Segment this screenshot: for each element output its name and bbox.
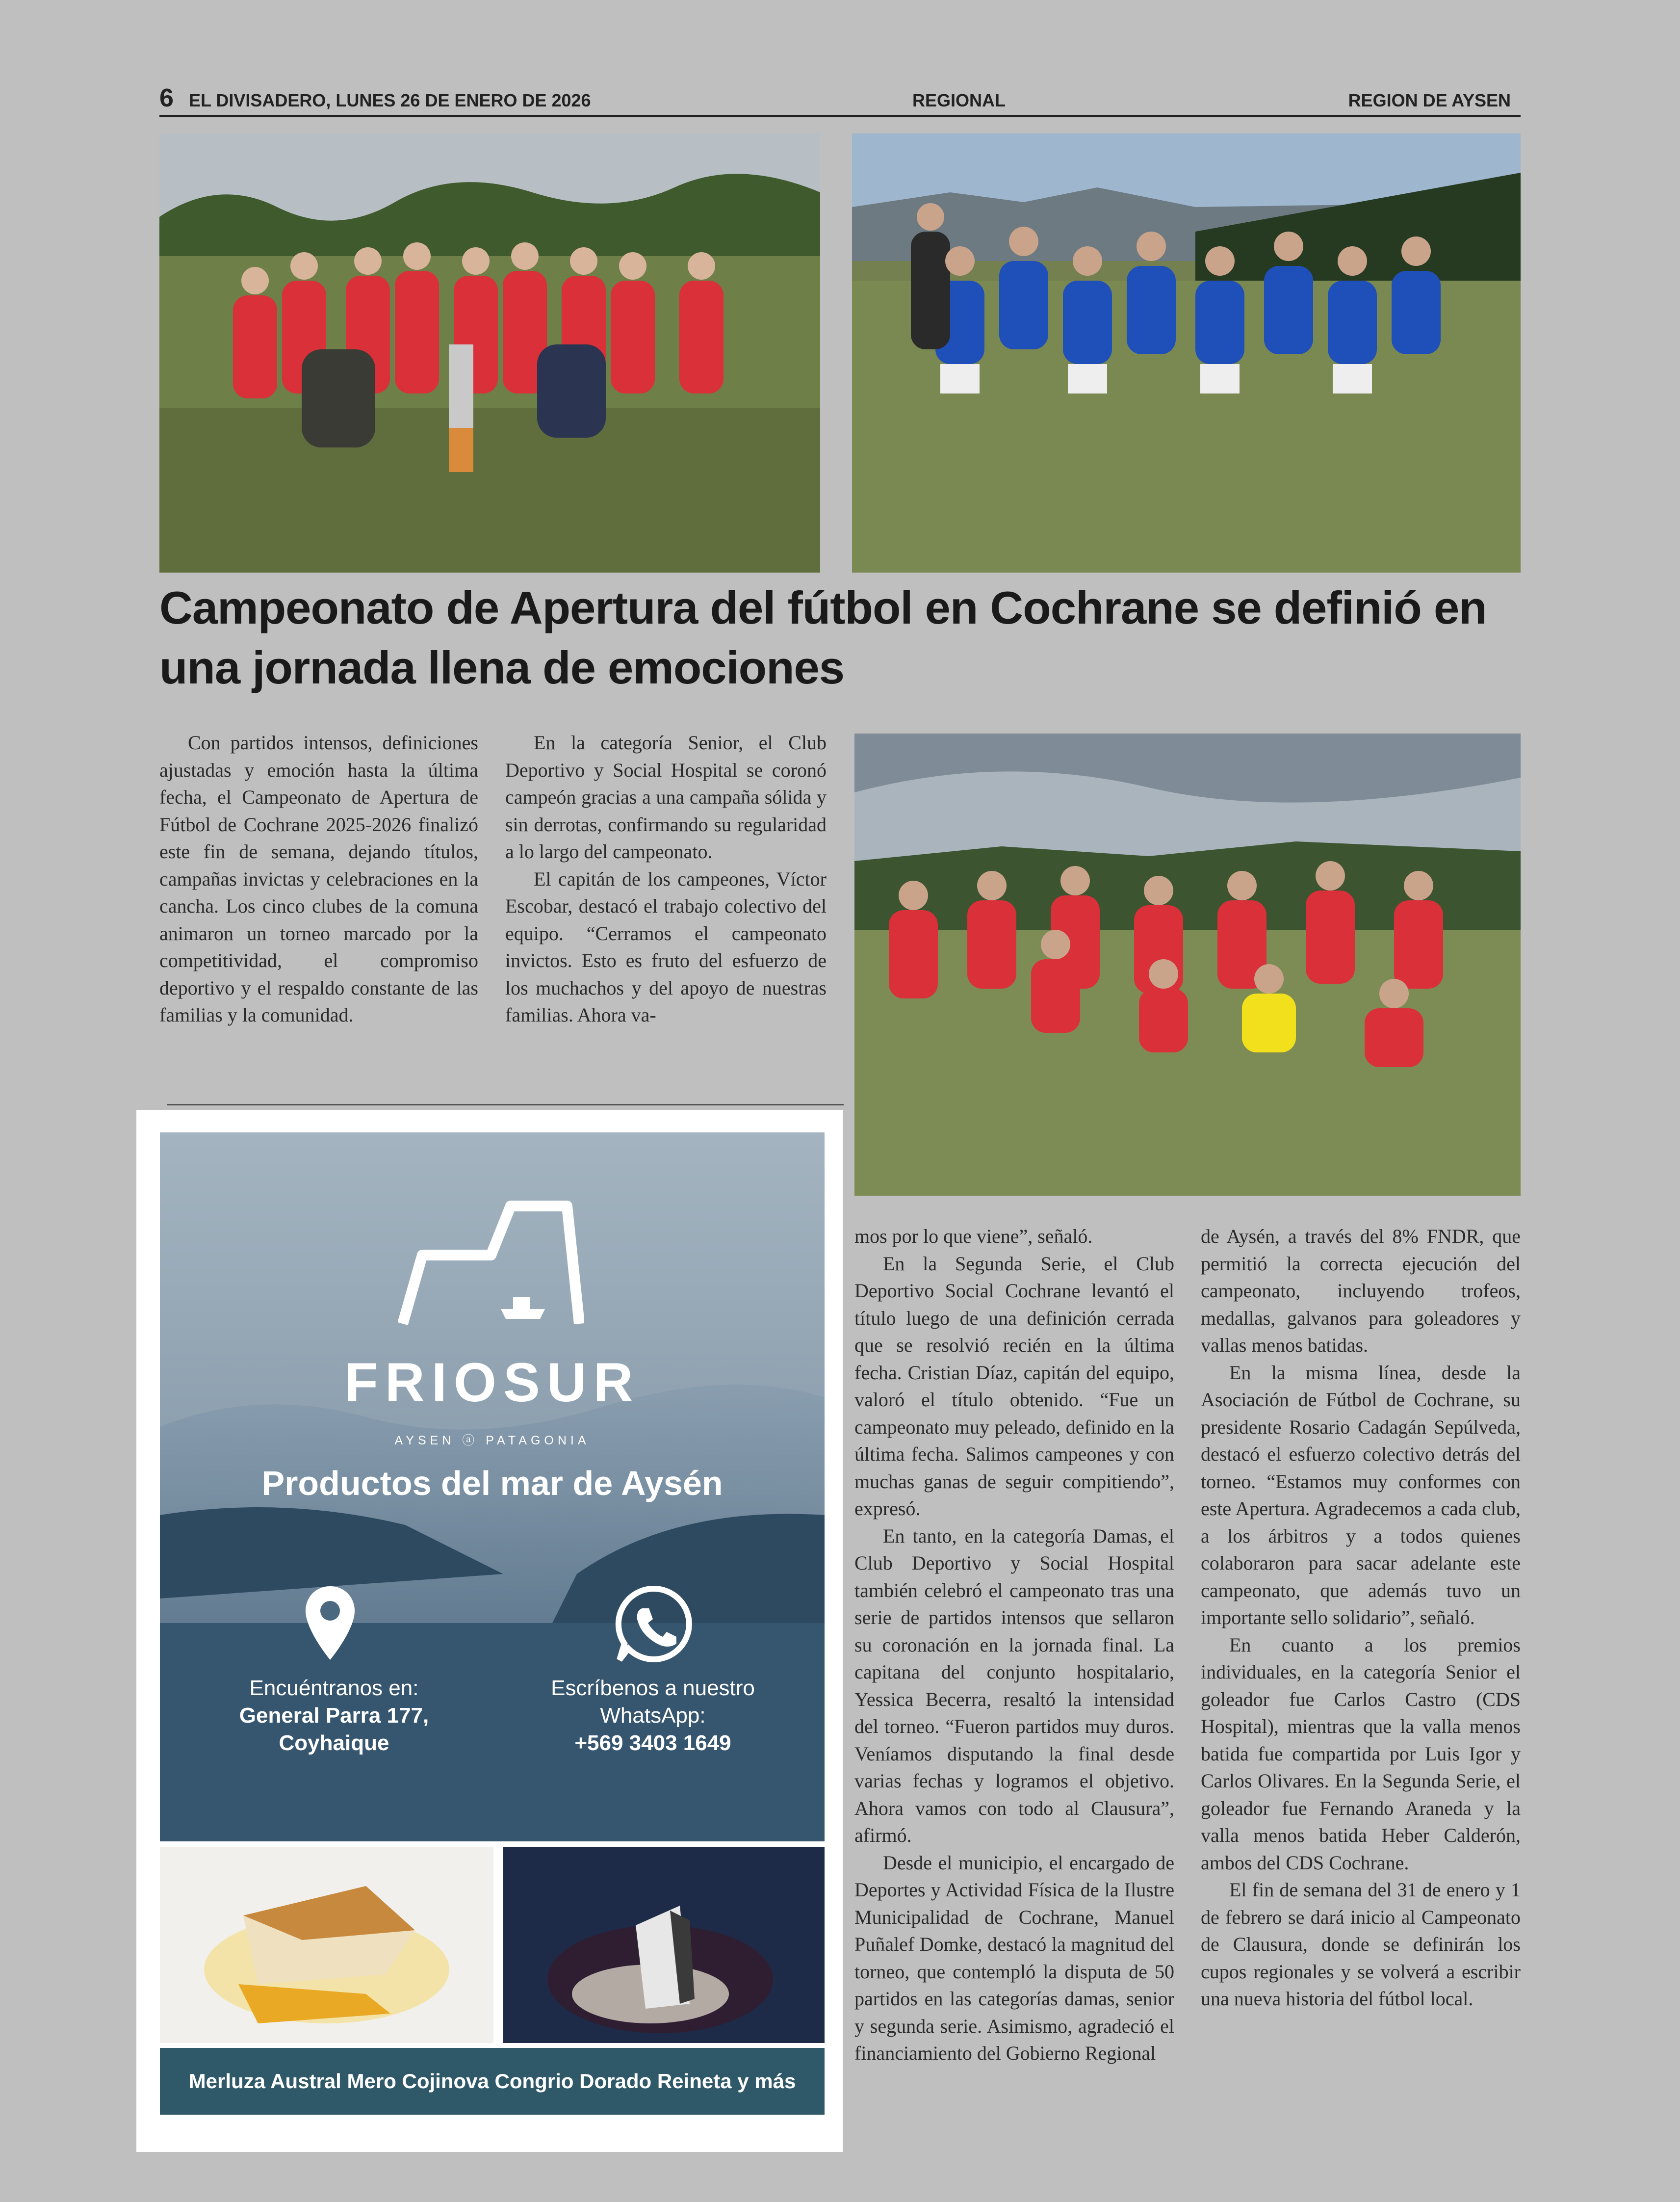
friosur-logo-icon <box>398 1196 584 1329</box>
photo-senior-team <box>854 734 1521 1196</box>
page-number: 6 <box>159 84 174 112</box>
article-paragraph: El capitán de los campeones, Víctor Escobar, destacó el trabajo colectivo del equipo. “Cerramos el campeonato invictos. Esto es fruto del esfuerzo de los muchachos y del apoyo de nuestras familias. Ahora va- <box>505 867 827 1026</box>
ad-location-address-line-2: Coyhaique <box>279 1731 389 1755</box>
article-column-2 <box>505 729 827 1029</box>
ad-whatsapp-number: +569 3403 1649 <box>574 1731 731 1755</box>
friosur-advertisement <box>136 1110 843 2152</box>
ad-whatsapp-label-2: WhatsApp: <box>600 1704 706 1728</box>
ad-hero <box>160 1132 825 1841</box>
page-header <box>159 84 1521 117</box>
column-divider <box>167 1104 844 1105</box>
ad-brand-name: FRIOSUR <box>344 1352 640 1413</box>
ad-sub-brand: AYSEN ⓐ PATAGONIA <box>394 1434 590 1447</box>
article-paragraph: El fin de semana del 31 de enero y 1 de febrero se dará inicio al Campeonato de Clausura, donde se definirán los cupos regionales y se volverá a escribir una nueva historia del fútbol local. <box>1201 1879 1521 2010</box>
article-paragraph: En cuanto a los premios individuales, en la categoría Senior el goleador fue Carlos Castro (CDS Hospital), mientras que la valla menos batida fue compartida por Luis Igor y Carlos Olivares. En la Segunda Serie, el goleador fue Fernando Araneda y la valla menos batida Heber Calderón, ambos del CDS Cochrane. <box>1201 1633 1521 1874</box>
ad-location-label: Encuéntranos en: <box>249 1676 419 1700</box>
article-column-4 <box>1201 1223 1521 2013</box>
article-paragraph: En tanto, en la categoría Damas, el Club Deportivo y Social Hospital también celebró el campeonato tras una serie de partidos intensos que sellaron su coronación en la jornada final. La capitana del conjunto hospitalario, Yessica Becerra, resaltó la intensidad del torneo. “Fueron partidos muy duros. Veníamos disputando la final desde varias fechas y logramos el objetivo. Ahora vamos con todo al Clausura”, afirmó. <box>854 1524 1174 1846</box>
ad-food-photos <box>160 1847 825 2043</box>
article-paragraph: Con partidos intensos, definiciones ajustadas y emoción hasta la última fecha, el Campeonato de Apertura de Fútbol de Cochrane 2025-2026 finalizó este fin de semana, dejando títulos, campañas invictas y celebraciones en la cancha. Los cinco clubes de la comuna animaron un torneo marcado por la competitividad, el compromiso deportivo y el respaldo constante de las familias y la comunidad. <box>159 732 478 1026</box>
article-paragraph: En la misma línea, desde la Asociación de Fútbol de Cochrane, su presidente Rosario Cadagán Sepúlveda, destacó el esfuerzo colectivo detrás del torneo. “Estamos muy conformes con este Apertura. Agradecemos a cada club, a los árbitros y a todos quienes colaboraron para sacar adelante este campeonato, que además tuvo un importante sello solidario”, señaló. <box>1201 1361 1521 1628</box>
photo-damas-team <box>159 133 820 573</box>
article-column-1 <box>159 729 478 1029</box>
whatsapp-icon <box>614 1584 695 1665</box>
section-label: REGIONAL <box>912 90 1006 110</box>
ad-location-address-line-1: General Parra 177, <box>239 1704 429 1728</box>
publication-dateline: EL DIVISADERO, LUNES 26 DE ENERO DE 2026 <box>189 90 591 110</box>
location-pin-icon <box>303 1584 357 1662</box>
ad-whatsapp-label-1: Escríbenos a nuestro <box>551 1676 755 1700</box>
article-paragraph: de Aysén, a través del 8% FNDR, que permitió la correcta ejecución del campeonato, incluyendo trofeos, medallas, galvanos para goleadores y vallas menos batidas. <box>1201 1225 1521 1356</box>
region-label: REGION DE AYSEN <box>1348 90 1511 110</box>
article-paragraph: mos por lo que viene”, señaló. <box>854 1225 1093 1247</box>
article-paragraph: Desde el municipio, el encargado de Deportes y Actividad Física de la Ilustre Municipalidad de Cochrane, Manuel Puñalef Domke, destacó la magnitud del torneo, que contempló la disputa de 50 partidos en las categorías damas, senior y segunda serie. Asimismo, agradeció el financiamiento del Gobierno Regional <box>854 1851 1174 2064</box>
ad-tagline: Productos del mar de Aysén <box>261 1464 723 1502</box>
photo-segunda-serie-team <box>852 133 1521 573</box>
ad-location-block <box>207 1675 462 1757</box>
ad-products-strip: Merluza Austral Mero Cojinova Congrio Dorado Reineta y más <box>160 2048 825 2115</box>
article-headline: Campeonato de Apertura del fútbol en Cochrane se definió en una jornada llena de emociones <box>159 582 1487 693</box>
article-paragraph: En la Segunda Serie, el Club Deportivo Social Cochrane levantó el título luego de una definición cerrada que se resolvió recién en la última fecha. Cristian Díaz, capitán del equipo, valoró el título obtenido. “Fue un campeonato muy peleado, definido en la última fecha. Salimos campeones y con muchas ganas de seguir compitiendo”, expresó. <box>854 1252 1174 1520</box>
ad-whatsapp-block <box>525 1675 780 1757</box>
article-column-3 <box>854 1223 1174 2067</box>
article-paragraph: En la categoría Senior, el Club Deportivo y Social Hospital se coronó campeón gracias a una campaña sólida y sin derrotas, confirmando su regularidad a lo largo del campeonato. <box>505 732 827 863</box>
